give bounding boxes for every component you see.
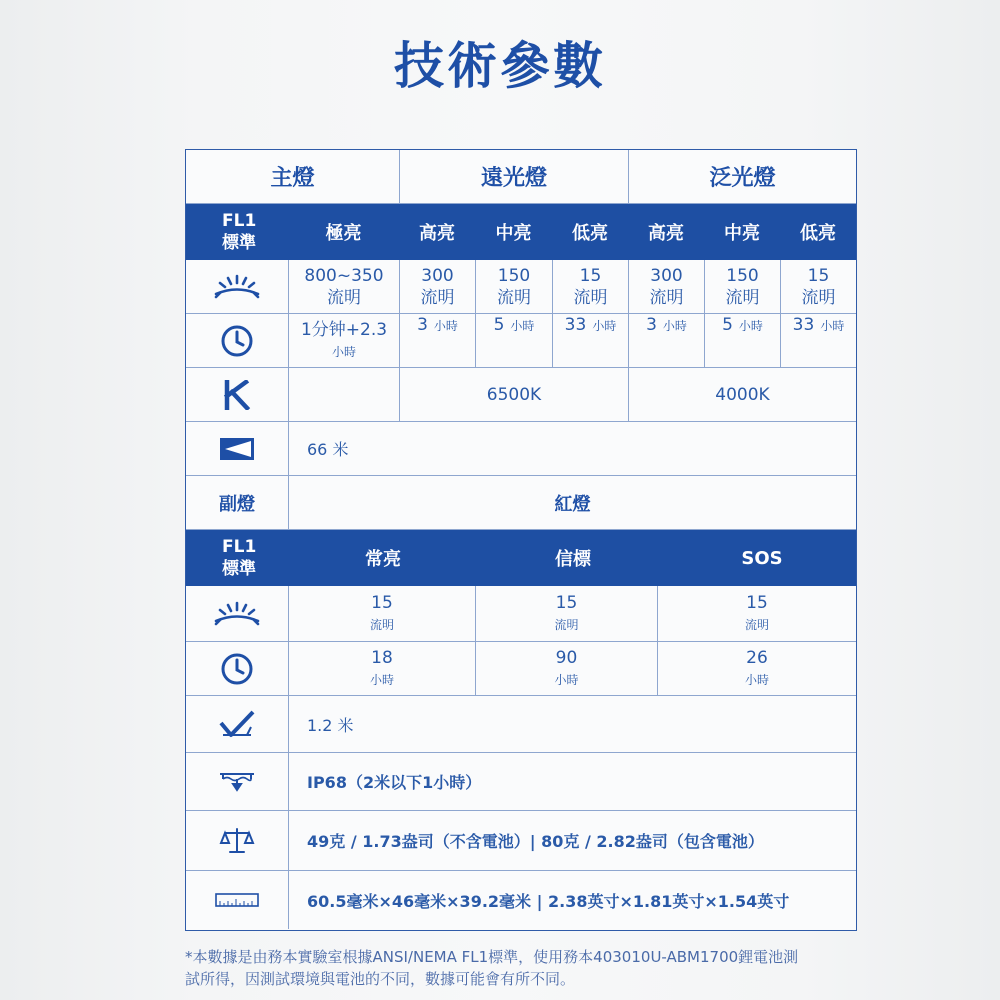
mode-flood-low: 低亮 [800, 223, 836, 244]
flood-header: 泛光燈 [628, 150, 856, 203]
aux-runtime-constant: 18 小時 [288, 642, 475, 695]
sunburst-icon [186, 586, 288, 641]
aux-lumens-row [186, 586, 856, 642]
weight-row [186, 811, 856, 871]
aux-runtime-sos: 26 小時 [657, 642, 856, 695]
lumens-row [186, 260, 856, 314]
fl1-standard-label: FL1 標準 [222, 211, 257, 253]
aux-header-row [186, 476, 856, 530]
cct-spot: 6500K [399, 368, 628, 421]
beam-distance-row [186, 422, 856, 476]
aux-lumens-sos: 15 流明 [657, 586, 856, 641]
clock-icon [186, 642, 288, 695]
mode-spot-mid: 中亮 [495, 223, 532, 244]
runtime-flood-low: 33 小時 [780, 314, 856, 367]
page-title: 技術參數 [394, 37, 606, 95]
size-row [186, 871, 856, 929]
mode-flood-high: 高亮 [648, 223, 684, 244]
mode-sos: SOS [741, 547, 783, 569]
impact-check-icon [186, 696, 288, 752]
header-row [186, 150, 856, 204]
mode-turbo: 極亮 [325, 223, 362, 244]
mode-constant: 常亮 [365, 549, 401, 570]
beam-distance-value: 66 米 [288, 422, 856, 475]
aux-light-label: 副燈 [219, 493, 255, 515]
aux-runtime-beacon: 90 小時 [475, 642, 657, 695]
impact-row [186, 696, 856, 753]
runtime-spot-low: 33 小時 [552, 314, 628, 367]
lumens-flood-mid: 150 流明 [704, 260, 780, 313]
runtime-flood-mid: 5 小時 [704, 314, 780, 367]
spec-table [185, 149, 857, 931]
footnote: *本數據是由務本實驗室根據ANSI/NEMA FL1標準，使用務本403010U-ABM1700鋰電池測 試所得，因測試環境與電池的不同，數據可能會有所不同。 [185, 948, 799, 988]
impact-value: 1.2 米 [288, 696, 856, 752]
cct-turbo-empty [288, 368, 399, 421]
mode-beacon: 信標 [555, 549, 591, 570]
mode-row [186, 204, 856, 260]
lumens-spot-low: 15 流明 [552, 260, 628, 313]
aux-lumens-constant: 15 流明 [288, 586, 475, 641]
runtime-spot-high: 3 小時 [399, 314, 475, 367]
aux-lumens-beacon: 15 流明 [475, 586, 657, 641]
size-value: 60.5毫米×46毫米×39.2毫米 | 2.38英寸×1.81英寸×1.54英寸 [288, 871, 856, 929]
runtime-spot-mid: 5 小時 [475, 314, 552, 367]
aux-runtime-row [186, 642, 856, 696]
waterproof-value: IP68（2米以下1小時） [288, 753, 856, 810]
runtime-flood-high: 3 小時 [628, 314, 704, 367]
k-icon [186, 368, 288, 421]
mode-spot-low: 低亮 [572, 223, 608, 244]
weight-value: 49克 / 1.73盎司（不含電池）| 80克 / 2.82盎司（包含電池） [288, 811, 856, 870]
runtime-turbo: 1分钟+2.3 小時 [288, 314, 399, 367]
runtime-row [186, 314, 856, 368]
lumens-spot-mid: 150 流明 [475, 260, 552, 313]
red-light-label: 紅燈 [288, 476, 856, 529]
main-light-header: 主燈 [270, 166, 315, 191]
waterproof-row [186, 753, 856, 811]
beam-icon [186, 422, 288, 475]
clock-icon [186, 314, 288, 367]
lumens-flood-low: 15 流明 [780, 260, 856, 313]
waterproof-icon [186, 753, 288, 810]
aux-fl1-standard-label: FL1 標準 [222, 537, 257, 579]
cct-row [186, 368, 856, 422]
scale-icon [186, 811, 288, 870]
cct-flood: 4000K [628, 368, 856, 421]
mode-flood-mid: 中亮 [724, 223, 760, 244]
ruler-icon [186, 871, 288, 929]
sunburst-icon [186, 260, 288, 313]
lumens-flood-high: 300 流明 [628, 260, 704, 313]
lumens-turbo: 800~350 流明 [288, 260, 399, 313]
aux-mode-row [186, 530, 856, 586]
lumens-spot-high: 300 流明 [399, 260, 475, 313]
mode-spot-high: 高亮 [419, 223, 455, 244]
spot-header: 遠光燈 [399, 150, 628, 203]
